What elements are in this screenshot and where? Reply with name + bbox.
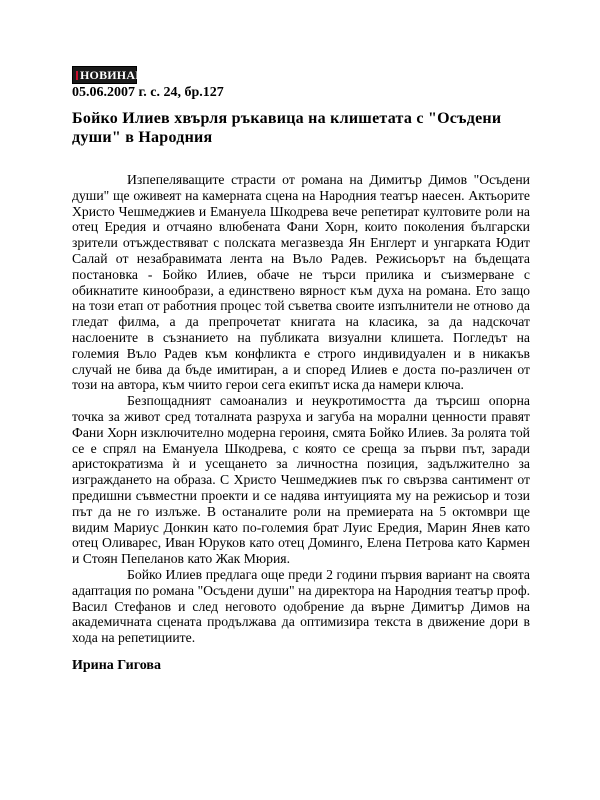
article-paragraph: Безпощадният самоанализ и неукротимостта да търсиш опорна точка за живот сред тоталната разруха и загуба на морални ценности правят Фани Хорн изключително модерна героиня, смята Бойко Илиев. За ролята той се е спрял на Емануела Шкодрева, с която се среща за първи път, заради аристократизма ѝ и усещането за личностна позиция, задължително за изграждането на образа. С Христо Чешмеджиев пък го свързва сантимент от предишни съвместни проекти и се надява интуицията му на режисьор и този път да не го излъже. В останалите роли на премиерата на 5 октомври ще видим Мариус Донкин като по-големия брат Луис Ередия, Марин Янев като отец Оливарес, Иван Юруков като отец Доминго, Елена Петрова като Кармен и Стоян Пепеланов като Жак Мюрия. bbox=[72, 393, 530, 567]
article-paragraph: Бойко Илиев предлага още преди 2 години първия вариант на своята адаптация по романа "Осъдени души" на директора на Народния театър проф. Васил Стефанов и след неговото одобрение да върне Димитър Димов на академичната сцената продължава да оптимизира текста в движение дори в хода на репетициите. bbox=[72, 566, 530, 646]
newspaper-logo bbox=[72, 66, 143, 84]
article-title: Бойко Илиев хвърля ръкавица на клишетата с "Осъдени души" в Народния bbox=[72, 110, 502, 146]
article-author: Ирина Гигова bbox=[72, 658, 161, 673]
article-body bbox=[72, 172, 530, 646]
logo-text: НОВИНАР bbox=[80, 68, 143, 82]
article-paragraph: Изпепеляващите страсти от романа на Димитър Димов "Осъдени души" ще оживеят на камерната сцена на Народния театър наесен. Актьорите Христо Чешмеджиев и Емануела Шкодрева вече репетират култовите роли на отец Ередия и отчаяно влюбената Фани Хорн, които поколения български зрители отъждествяват с полската мегазвезда Ян Енглерт и унгарката Юдит Салай от незабравимата лента на Въло Радев. Режисьорът на бъдещата постановка - Бойко Илиев, обаче не търси прилика и съизмерване с обикнатите кинообрази, а единствено вярност към духа на романа. Ето защо на този етап от работния процес той съветва своите изпълнители не отново да гледат филма, а да препрочетат книгата на класика, за да надскочат наслоените в съзнанието на публиката визуални клишета. Погледът на големия Въло Радев към конфликта е строго индивидуален и в никакъв случай не бива да бъде имитиран, а и според Илиев е доста по-различен от този на автора, към чиито герои сега екипът иска да намери ключа. bbox=[72, 172, 530, 393]
issue-line: 05.06.2007 г. с. 24, бр.127 bbox=[72, 85, 224, 100]
logo-mark-icon bbox=[76, 71, 78, 80]
